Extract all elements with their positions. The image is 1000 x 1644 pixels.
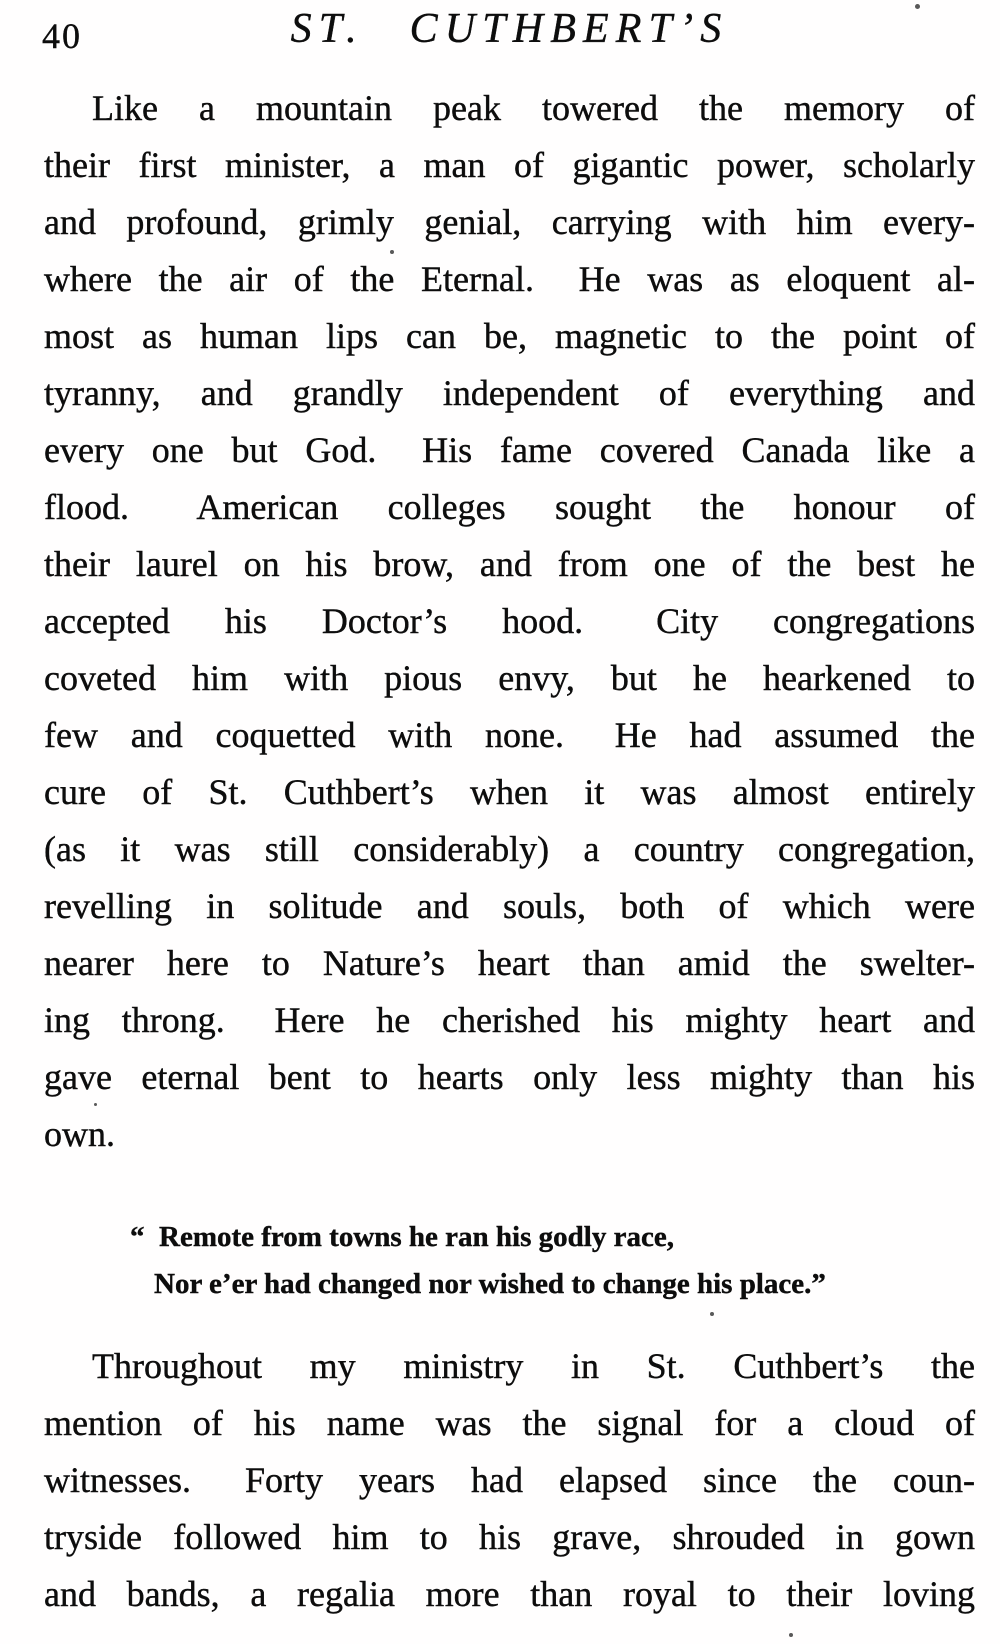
text-line: flood. American colleges sought the honour of xyxy=(44,487,975,527)
paragraph-ministry xyxy=(44,1338,975,1623)
text-line: few and coquetted with none. He had assumed the xyxy=(44,715,975,755)
text-line: witnesses. Forty years had elapsed since the coun- xyxy=(44,1460,975,1500)
scan-speck xyxy=(789,1633,793,1637)
text-line: coveted him with pious envy, but he hearkened to xyxy=(44,658,975,698)
text-line: own. xyxy=(44,1114,115,1154)
text-line: and profound, grimly genial, carrying with him every- xyxy=(44,202,975,242)
page-number: 40 xyxy=(42,16,82,56)
scan-speck xyxy=(390,250,394,254)
text-line: Like a mountain peak towered the memory of xyxy=(92,88,975,128)
page-header xyxy=(44,6,975,56)
text-line: revelling in solitude and souls, both of which were xyxy=(44,886,975,926)
text-line: nearer here to Nature’s heart than amid the swelter- xyxy=(44,943,975,983)
scan-speck xyxy=(710,1312,714,1316)
text-line: Throughout my ministry in St. Cuthbert’s the xyxy=(92,1346,975,1386)
text-line: and bands, a regalia more than royal to their loving xyxy=(44,1574,975,1614)
text-line: gave eternal bent to hearts only less mighty than his xyxy=(44,1057,975,1097)
running-title: ST. CUTHBERT’S xyxy=(290,6,729,52)
scan-speck xyxy=(915,4,920,9)
text-line: their laurel on his brow, and from one of the best he xyxy=(44,544,975,584)
text-line: most as human lips can be, magnetic to the point of xyxy=(44,316,975,356)
text-line: accepted his Doctor’s hood. City congregations xyxy=(44,601,975,641)
verse-quotation xyxy=(44,1214,975,1308)
text-line: cure of St. Cuthbert’s when it was almost entirely xyxy=(44,772,975,812)
text-line: tryside followed him to his grave, shrouded in gown xyxy=(44,1517,975,1557)
paragraph-first-minister xyxy=(44,80,975,1163)
text-line: (as it was still considerably) a country congregation, xyxy=(44,829,975,869)
text-line: mention of his name was the signal for a cloud of xyxy=(44,1403,975,1443)
scan-speck xyxy=(94,1103,97,1106)
text-line: their first minister, a man of gigantic power, scholarly xyxy=(44,145,975,185)
text-line: tyranny, and grandly independent of everything and xyxy=(44,373,975,413)
text-line: every one but God. His fame covered Canada like a xyxy=(44,430,975,470)
text-line: where the air of the Eternal. He was as eloquent al- xyxy=(44,259,975,299)
text-line: Nor e’er had changed nor wished to change his place.” xyxy=(154,1268,826,1300)
text-line: ing throng. Here he cherished his mighty heart and xyxy=(44,1000,975,1040)
text-line: “ Remote from towns he ran his godly race, xyxy=(130,1221,674,1253)
